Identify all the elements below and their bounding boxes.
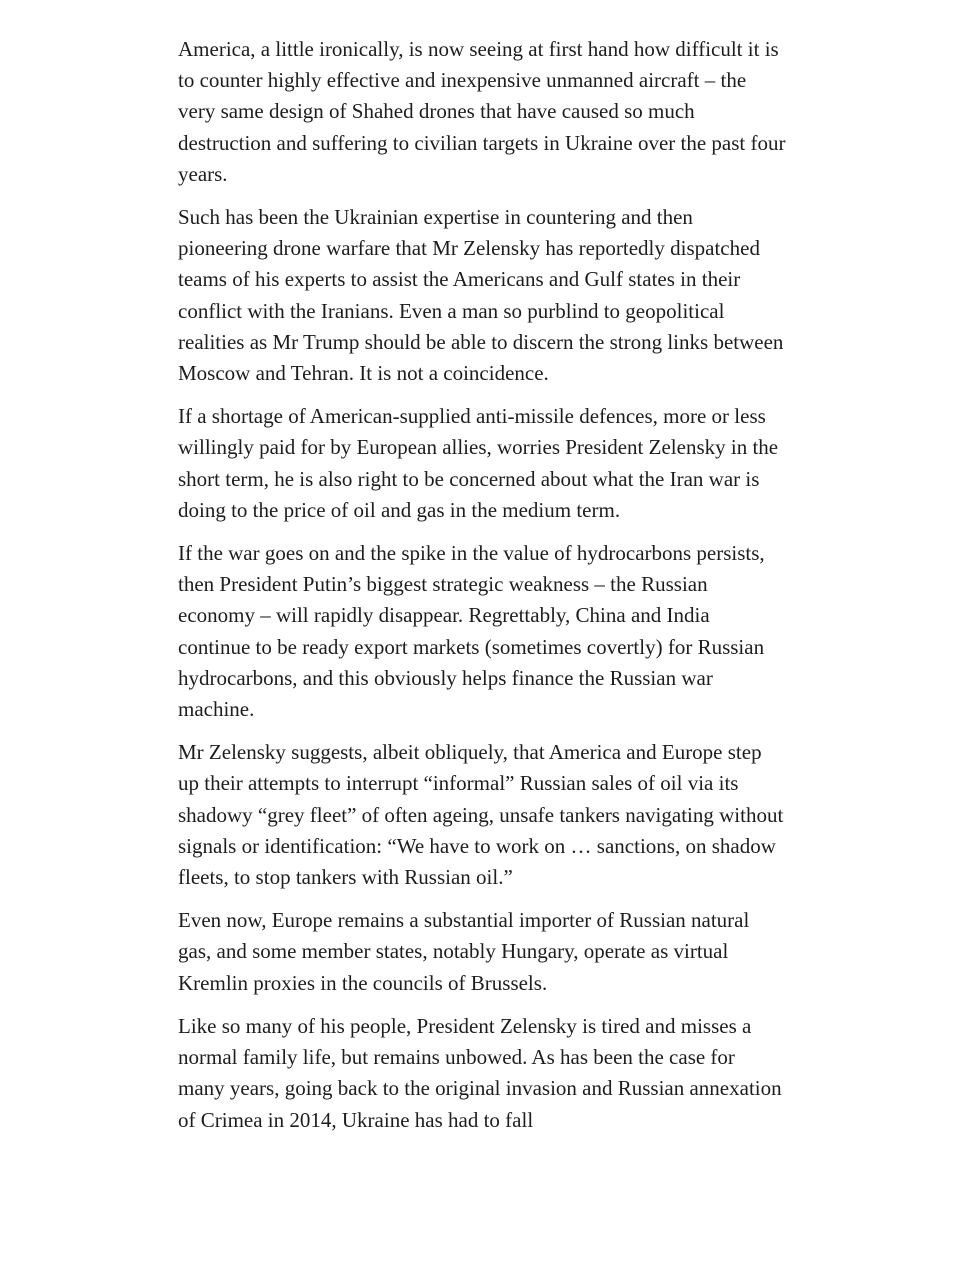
article-paragraph: Like so many of his people, President Zelensky is tired and misses a normal family life, but remains unbowed. As has been the case for many years, going back to the original invasion and Russian annexation of Crimea in 2014, Ukraine has had to fall	[178, 1013, 782, 1132]
article-paragraph: If a shortage of American-supplied anti-missile defences, more or less willingly paid for by European allies, worries President Zelensky in the short term, he is also right to be concerned about what the Iran war is doing to the price of oil and gas in the medium term.	[178, 404, 779, 522]
article-paragraph: Even now, Europe remains a substantial importer of Russian natural gas, and some member states, notably Hungary, operate as virtual Kremlin proxies in the councils of Brussels.	[178, 908, 750, 995]
article-paragraph: America, a little ironically, is now seeing at first hand how difficult it is to counter highly effective and inexpensive unmanned aircraft – the very same design of Shahed drones that have caused so much destruction and suffering to civilian targets in Ukraine over the past four years.	[178, 37, 786, 186]
article-body	[178, 34, 786, 1148]
article-paragraph: Such has been the Ukrainian expertise in countering and then pioneering drone warfare that Mr Zelensky has reportedly dispatched teams of his experts to assist the Americans and Gulf states in their conflict with the Iranians. Even a man so purblind to geopolitical realities as Mr Trump should be able to discern the strong links between Moscow and Tehran. It is not a coincidence.	[178, 205, 784, 386]
article-paragraph: If the war goes on and the spike in the value of hydrocarbons persists, then President Putin’s biggest strategic weakness – the Russian economy – will rapidly disappear. Regrettably, China and India continue to be ready export markets (sometimes covertly) for Russian hydrocarbons, and this obviously helps finance the Russian war machine.	[178, 541, 765, 722]
article-paragraph: Mr Zelensky suggests, albeit obliquely, that America and Europe step up their attempts to interrupt “informal” Russian sales of oil via its shadowy “grey fleet” of often ageing, unsafe tankers navigating without signals or identification: “We have to work on … sanctions, on shadow fleets, to stop tankers with Russian oil.”	[178, 740, 784, 890]
